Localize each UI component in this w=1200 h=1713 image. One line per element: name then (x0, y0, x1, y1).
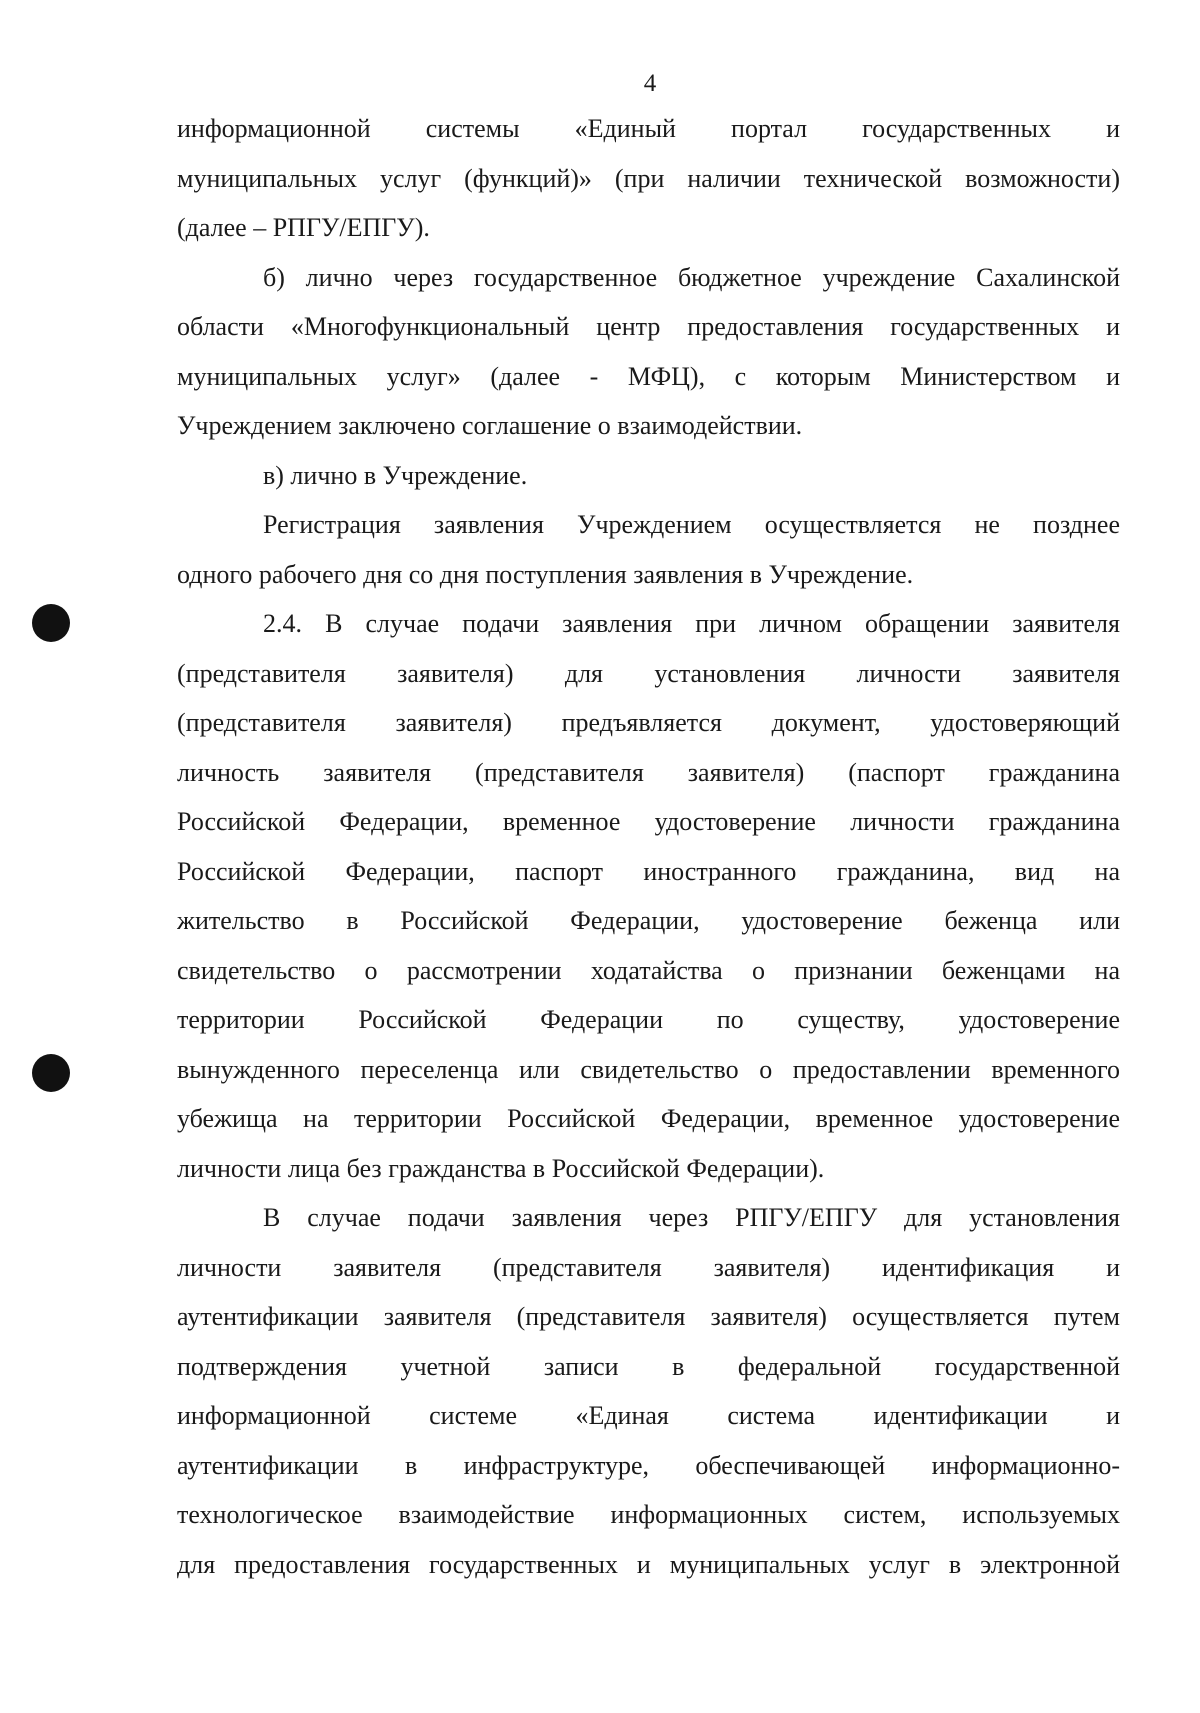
page-number: 4 (643, 70, 657, 97)
text-line: муниципальных услуг» (далее - МФЦ), с которым Министерством и (177, 362, 1120, 391)
text-line: муниципальных услуг (функций)» (при наличии технической возможности) (177, 164, 1120, 193)
text-line: личности лица без гражданства в Российской Федерации). (177, 1154, 825, 1183)
text-line: области «Многофункциональный центр предоставления государственных и (177, 312, 1120, 341)
punch-hole (32, 1054, 70, 1092)
text-line: технологическое взаимодействие информационных систем, используемых (177, 1500, 1120, 1529)
text-line: территории Российской Федерации по существу, удостоверение (177, 1005, 1120, 1034)
text-line: подтверждения учетной записи в федеральной государственной (177, 1352, 1120, 1381)
text-line: личности заявителя (представителя заявителя) идентификация и (177, 1253, 1120, 1282)
text-line: информационной системе «Единая система идентификации и (177, 1401, 1120, 1430)
text-line: Российской Федерации, временное удостоверение личности гражданина (177, 807, 1120, 836)
punch-hole (32, 604, 70, 642)
text-line: аутентификации в инфраструктуре, обеспечивающей информационно- (177, 1451, 1120, 1480)
text-line: Регистрация заявления Учреждением осуществляется не позднее (263, 510, 1120, 539)
text-line: (далее – РПГУ/ЕПГУ). (177, 213, 430, 242)
text-line: в) лично в Учреждение. (263, 461, 528, 490)
text-line: Учреждением заключено соглашение о взаимодействии. (177, 411, 803, 440)
text-line: одного рабочего дня со дня поступления заявления в Учреждение. (177, 560, 914, 589)
text-line: жительство в Российской Федерации, удостоверение беженца или (177, 906, 1120, 935)
text-line: В случае подачи заявления через РПГУ/ЕПГУ для установления (263, 1203, 1120, 1232)
text-line: вынужденного переселенца или свидетельство о предоставлении временного (177, 1055, 1120, 1084)
text-line: (представителя заявителя) предъявляется документ, удостоверяющий (177, 708, 1120, 737)
text-line: (представителя заявителя) для установления личности заявителя (177, 659, 1120, 688)
text-line: информационной системы «Единый портал государственных и (177, 114, 1120, 143)
text-line: для предоставления государственных и муниципальных услуг в электронной (177, 1550, 1120, 1579)
text-line: 2.4. В случае подачи заявления при личном обращении заявителя (263, 609, 1120, 638)
text-line: б) лично через государственное бюджетное учреждение Сахалинской (263, 263, 1120, 292)
text-line: убежища на территории Российской Федерации, временное удостоверение (177, 1104, 1120, 1133)
text-line: личность заявителя (представителя заявителя) (паспорт гражданина (177, 758, 1120, 787)
text-line: аутентификации заявителя (представителя заявителя) осуществляется путем (177, 1302, 1120, 1331)
text-line: Российской Федерации, паспорт иностранного гражданина, вид на (177, 857, 1120, 886)
text-line: свидетельство о рассмотрении ходатайства о признании беженцами на (177, 956, 1120, 985)
